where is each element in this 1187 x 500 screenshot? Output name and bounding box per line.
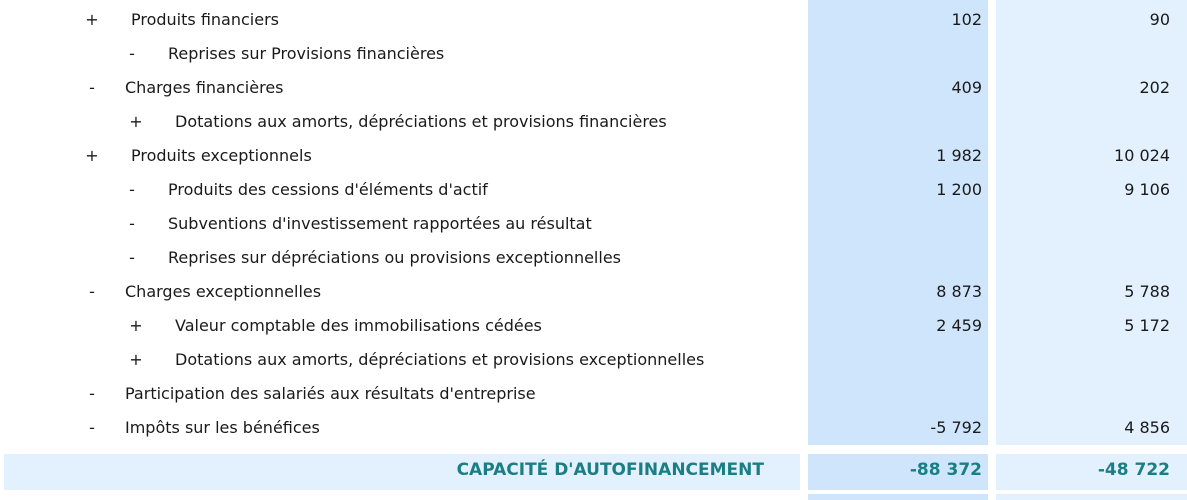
row-sign: - xyxy=(129,180,135,199)
financial-table xyxy=(0,4,1187,446)
row-sign: + xyxy=(129,112,143,131)
row-label: Impôts sur les bénéfices xyxy=(125,418,320,437)
row-label: Charges financières xyxy=(125,78,284,97)
row-sign: + xyxy=(85,10,99,29)
table-row xyxy=(0,276,1187,310)
total-value-col1: -88 372 xyxy=(909,460,982,480)
row-value-col1: 8 873 xyxy=(936,282,982,301)
table-row xyxy=(0,208,1187,242)
table-row xyxy=(0,242,1187,276)
row-value-col1: 409 xyxy=(951,78,982,97)
table-row xyxy=(0,106,1187,140)
row-value-col1: -5 792 xyxy=(930,418,982,437)
row-label: Subventions d'investissement rapportées au résultat xyxy=(168,214,592,233)
row-sign: + xyxy=(85,146,99,165)
table-row xyxy=(0,4,1187,38)
row-value-col2: 5 788 xyxy=(1124,282,1170,301)
row-label: Participation des salariés aux résultats d'entreprise xyxy=(125,384,536,403)
table-row xyxy=(0,72,1187,106)
total-label-cell xyxy=(4,454,800,490)
row-label: Dotations aux amorts, dépréciations et provisions financières xyxy=(175,112,667,131)
row-label: Charges exceptionnelles xyxy=(125,282,322,301)
row-sign: - xyxy=(89,78,95,97)
row-sign: - xyxy=(129,214,135,233)
row-label: Reprises sur Provisions financières xyxy=(168,44,445,63)
row-value-col2: 202 xyxy=(1139,78,1170,97)
row-value-col2: 5 172 xyxy=(1124,316,1170,335)
row-value-col1: 1 982 xyxy=(936,146,982,165)
row-value-col1: 2 459 xyxy=(936,316,982,335)
total-label: CAPACITÉ D'AUTOFINANCEMENT xyxy=(456,460,764,480)
row-value-col2: 9 106 xyxy=(1124,180,1170,199)
total-value-col2: -48 722 xyxy=(1097,460,1170,480)
row-value-col1: 102 xyxy=(951,10,982,29)
table-row xyxy=(0,412,1187,446)
total-value-col1-cell xyxy=(808,454,988,490)
row-label: Produits exceptionnels xyxy=(131,146,312,165)
row-value-col2: 90 xyxy=(1149,10,1170,29)
total-value-col2-cell xyxy=(996,454,1187,490)
row-value-col2: 10 024 xyxy=(1114,146,1170,165)
table-row xyxy=(0,378,1187,412)
table-row xyxy=(0,344,1187,378)
row-label: Valeur comptable des immobilisations cédées xyxy=(175,316,542,335)
row-label: Produits des cessions d'éléments d'actif xyxy=(168,180,488,199)
row-label: Produits financiers xyxy=(131,10,279,29)
row-sign: - xyxy=(89,282,95,301)
table-row xyxy=(0,38,1187,72)
row-value-col2: 4 856 xyxy=(1124,418,1170,437)
column-2-bottom-strip xyxy=(996,494,1187,500)
column-1-bottom-strip xyxy=(808,494,988,500)
row-sign: - xyxy=(129,44,135,63)
row-label: Reprises sur dépréciations ou provisions exceptionnelles xyxy=(168,248,621,267)
row-label: Dotations aux amorts, dépréciations et provisions exceptionnelles xyxy=(175,350,705,369)
row-sign: - xyxy=(89,384,95,403)
row-sign: + xyxy=(129,350,143,369)
table-row xyxy=(0,310,1187,344)
total-row xyxy=(0,454,1187,490)
row-value-col1: 1 200 xyxy=(936,180,982,199)
row-sign: - xyxy=(129,248,135,267)
row-sign: + xyxy=(129,316,143,335)
table-row xyxy=(0,140,1187,174)
row-sign: - xyxy=(89,418,95,437)
table-row xyxy=(0,174,1187,208)
